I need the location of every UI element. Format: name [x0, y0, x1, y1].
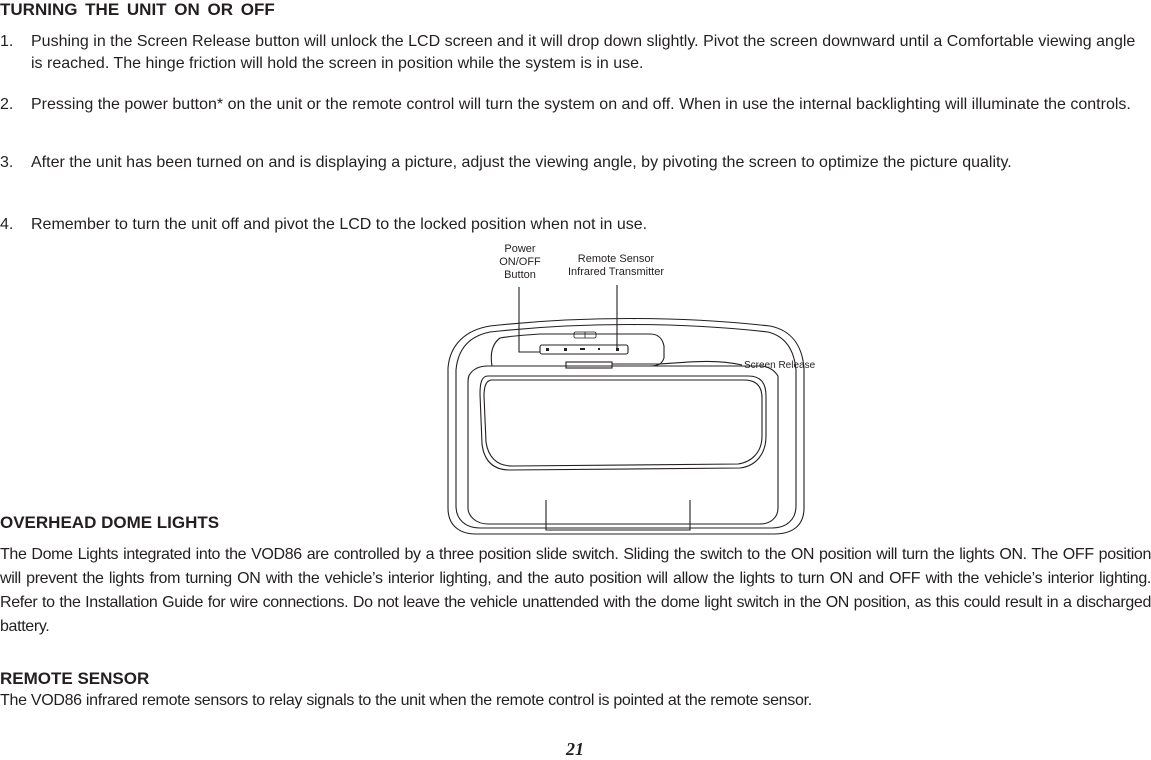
control-button	[616, 348, 619, 351]
power-callout-line-3: Button	[504, 269, 536, 281]
remote-callout-line-1: Remote Sensor	[577, 253, 655, 265]
control-button	[564, 348, 567, 351]
bottom-pull-tab	[546, 500, 690, 530]
step-item-1	[0, 31, 1140, 75]
step-number: 4.	[0, 216, 14, 233]
control-console	[491, 334, 664, 366]
control-button	[546, 348, 549, 351]
step-item-3	[0, 152, 1140, 174]
release-leader-line	[612, 361, 742, 365]
step-item-2	[0, 94, 1140, 116]
power-leader-line	[519, 287, 540, 352]
remote-callout-line-2: Infrared Transmitter	[568, 266, 664, 278]
lcd-bezel-outer	[468, 366, 778, 524]
screen-release-callout: Screen Release	[744, 360, 816, 371]
lcd-screen-inner	[484, 380, 762, 466]
screen-release-latch	[566, 362, 612, 368]
overhead-monitor-diagram	[430, 238, 830, 538]
step-number: 1.	[0, 33, 14, 50]
control-button	[598, 348, 600, 350]
step-number: 2.	[0, 96, 14, 113]
step-text: Pressing the power button* on the unit or the remote control will turn the system on and off. When in use the internal backlighting will illuminate the controls.	[31, 96, 1131, 113]
housing-outline	[448, 319, 804, 535]
housing-inner-rim	[456, 325, 796, 529]
section-heading-remote-sensor: REMOTE SENSOR	[0, 669, 150, 688]
control-button	[580, 348, 585, 350]
step-text: After the unit has been turned on and is displaying a picture, adjust the viewing angle, by pivoting the screen to optimize the picture quality.	[31, 154, 1012, 171]
step-item-4	[0, 214, 1140, 236]
section-heading-turning-unit: TURNING THE UNIT ON OR OFF	[0, 0, 275, 19]
step-number: 3.	[0, 154, 14, 171]
power-callout-line-1: Power	[504, 243, 536, 255]
dome-lights-paragraph: The Dome Lights integrated into the VOD86 are controlled by a three position slide switch. Sliding the switch to the ON position will turn the lights ON. The OFF position will prevent the lights from turning ON with the vehicle’s interior lighting, and the auto position will allow the lights to turn ON and OFF with the vehicle’s interior lighting. Refer to the Installation Guide for wire connections. Do not leave the vehicle unattended with the dome light switch in the ON position, as this could result in a discharged battery.	[0, 546, 1151, 635]
page-number: 21	[566, 739, 584, 759]
remote-sensor-paragraph: The VOD86 infrared remote sensors to relay signals to the unit when the remote control is pointed at the remote sensor.	[0, 692, 812, 709]
section-heading-dome-lights: OVERHEAD DOME LIGHTS	[0, 513, 220, 532]
lcd-screen	[480, 376, 766, 470]
power-callout-line-2: ON/OFF	[499, 256, 541, 268]
step-text: Remember to turn the unit off and pivot the LCD to the locked position when not in use.	[31, 216, 648, 233]
step-text: Pushing in the Screen Release button will unlock the LCD screen and it will drop down slightly. Pivot the screen downward until a Comfortable viewing angle is reached. The hinge friction will hold the screen in position while the system is in use.	[31, 33, 1136, 72]
